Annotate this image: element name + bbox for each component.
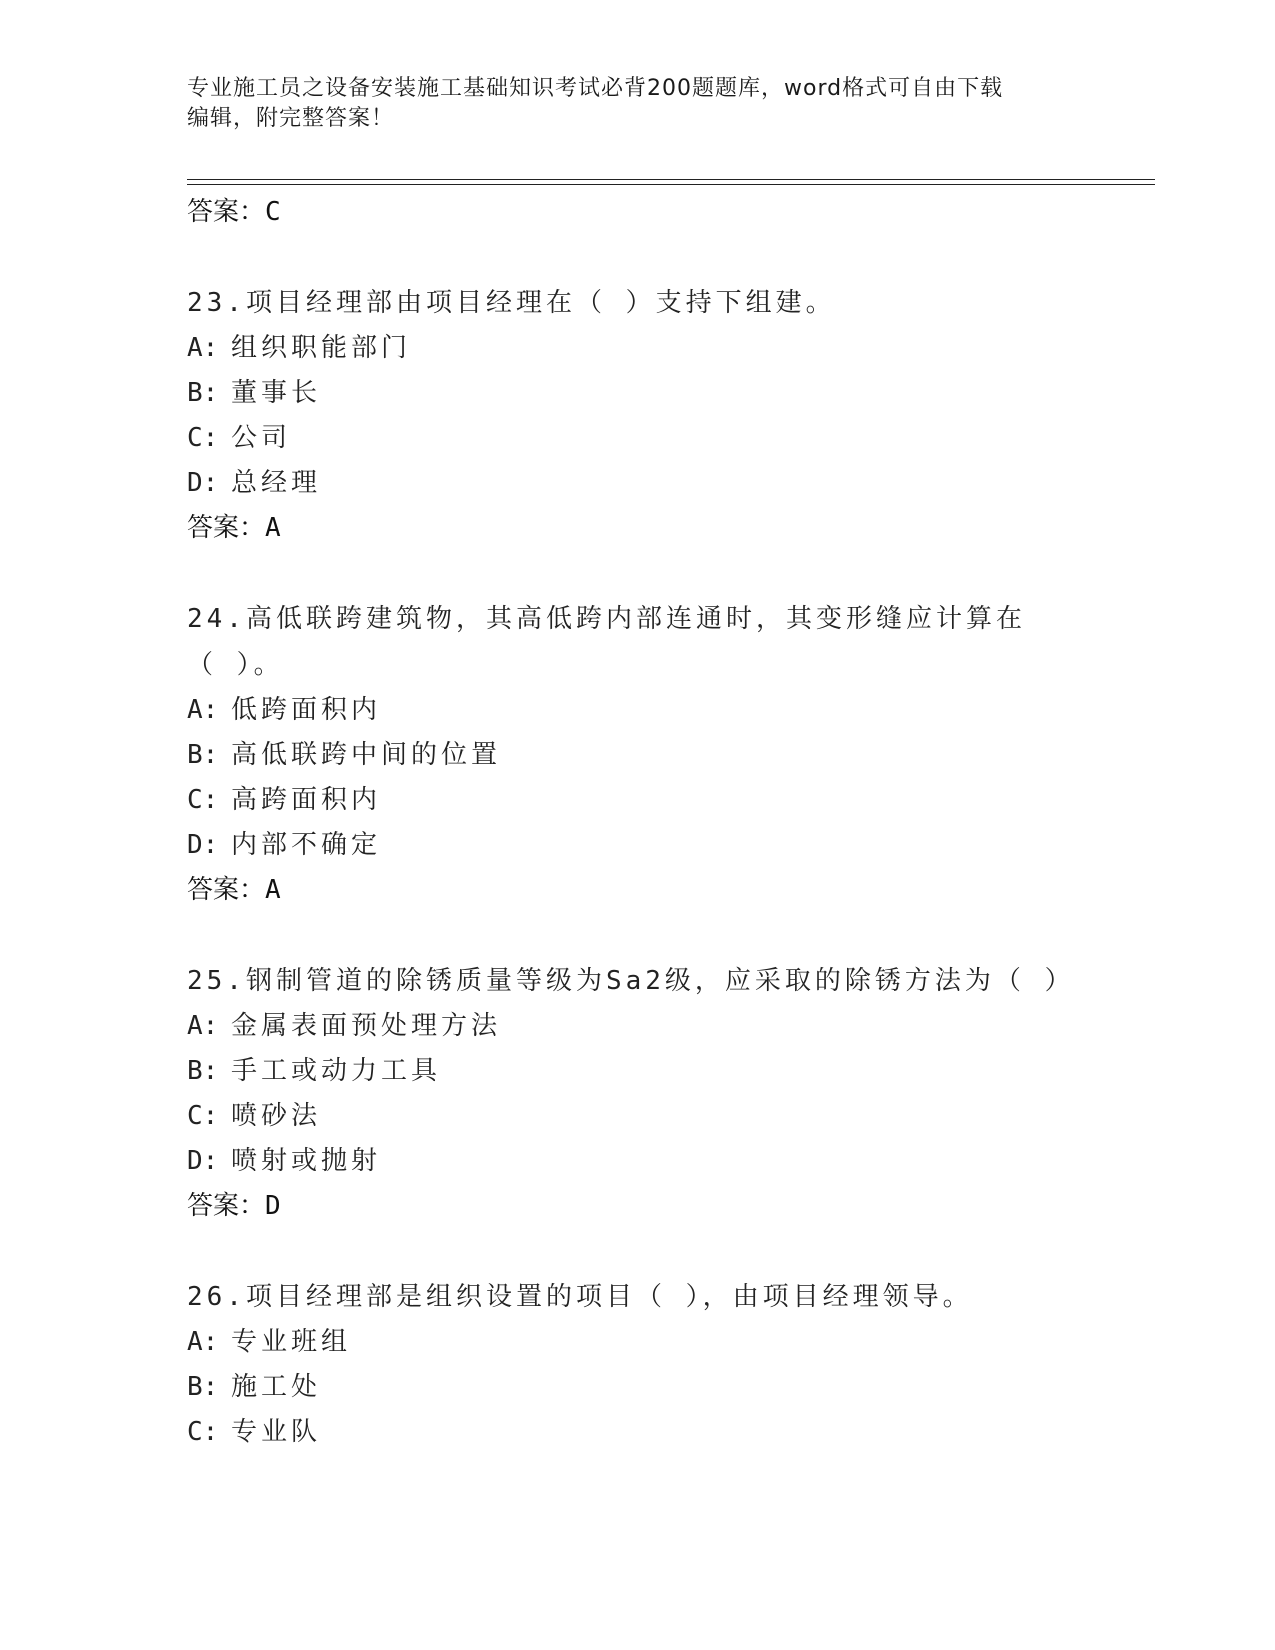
question-text: 26.项目经理部是组织设置的项目（ ），由项目经理领导。 (187, 1282, 973, 1312)
option-c (187, 1410, 1127, 1455)
option-text: 专业班组 (231, 1327, 352, 1357)
option-key: C: (187, 423, 219, 453)
document-header (187, 74, 1067, 134)
option-c (187, 778, 1127, 823)
option-key: C: (187, 1101, 219, 1131)
answer-line (187, 868, 1127, 913)
option-key: C: (187, 785, 219, 815)
option-text: 低跨面积内 (231, 695, 382, 725)
spacer (187, 913, 1127, 958)
option-text: 内部不确定 (231, 830, 382, 860)
answer-value: A (265, 875, 281, 905)
option-key: C: (187, 1417, 219, 1447)
header-rule-bottom (187, 184, 1155, 185)
option-a (187, 326, 1127, 371)
option-b (187, 733, 1127, 778)
option-c (187, 1094, 1127, 1139)
header-title-line-2: 编辑，附完整答案！ (187, 106, 395, 131)
option-key: A: (187, 1327, 219, 1357)
option-key: D: (187, 830, 219, 860)
header-title-line-1: 专业施工员之设备安装施工基础知识考试必背200题题库，word格式可自由下载 (187, 76, 1004, 101)
spacer (187, 235, 1127, 280)
option-text: 金属表面预处理方法 (231, 1011, 502, 1041)
option-text: 专业队 (231, 1417, 322, 1447)
option-text: 施工处 (231, 1372, 322, 1402)
answer-line (187, 1184, 1127, 1229)
option-d (187, 823, 1127, 868)
answer-value: C (265, 197, 281, 227)
option-b (187, 1049, 1127, 1094)
option-text: 喷射或抛射 (231, 1146, 382, 1176)
option-key: B: (187, 1372, 219, 1402)
answer-label: 答案： (187, 197, 266, 227)
option-key: B: (187, 740, 219, 770)
option-d (187, 1139, 1127, 1184)
header-rule-top (187, 179, 1155, 180)
option-key: B: (187, 1056, 219, 1086)
option-key: A: (187, 695, 219, 725)
option-text: 公司 (231, 423, 292, 453)
option-key: A: (187, 1011, 219, 1041)
option-text: 董事长 (231, 378, 322, 408)
option-b (187, 1365, 1127, 1410)
option-key: B: (187, 378, 219, 408)
question-text: 23.项目经理部由项目经理在（ ）支持下组建。 (187, 288, 836, 318)
option-a (187, 1320, 1127, 1365)
option-text: 手工或动力工具 (231, 1056, 442, 1086)
question-text: 24.高低联跨建筑物，其高低跨内部连通时，其变形缝应计算在（ ）。 (187, 604, 1026, 680)
option-text: 组织职能部门 (231, 333, 412, 363)
option-c (187, 416, 1127, 461)
answer-value: D (265, 1191, 281, 1221)
option-a (187, 1004, 1127, 1049)
answer-value: A (265, 513, 281, 543)
option-key: D: (187, 468, 219, 498)
option-text: 高跨面积内 (231, 785, 382, 815)
option-key: A: (187, 333, 219, 363)
option-text: 高低联跨中间的位置 (231, 740, 502, 770)
answer-line (187, 190, 1127, 235)
answer-label: 答案： (187, 1191, 266, 1221)
option-b (187, 371, 1127, 416)
answer-line (187, 506, 1127, 551)
question-list (187, 190, 1127, 1455)
spacer (187, 551, 1127, 596)
option-text: 总经理 (231, 468, 322, 498)
option-d (187, 461, 1127, 506)
option-text: 喷砂法 (231, 1101, 322, 1131)
spacer (187, 1229, 1127, 1274)
option-a (187, 688, 1127, 733)
answer-label: 答案： (187, 875, 266, 905)
answer-label: 答案： (187, 513, 266, 543)
option-key: D: (187, 1146, 219, 1176)
question-text: 25.钢制管道的除锈质量等级为Sa2级，应采取的除锈方法为（ ） (187, 966, 1075, 996)
